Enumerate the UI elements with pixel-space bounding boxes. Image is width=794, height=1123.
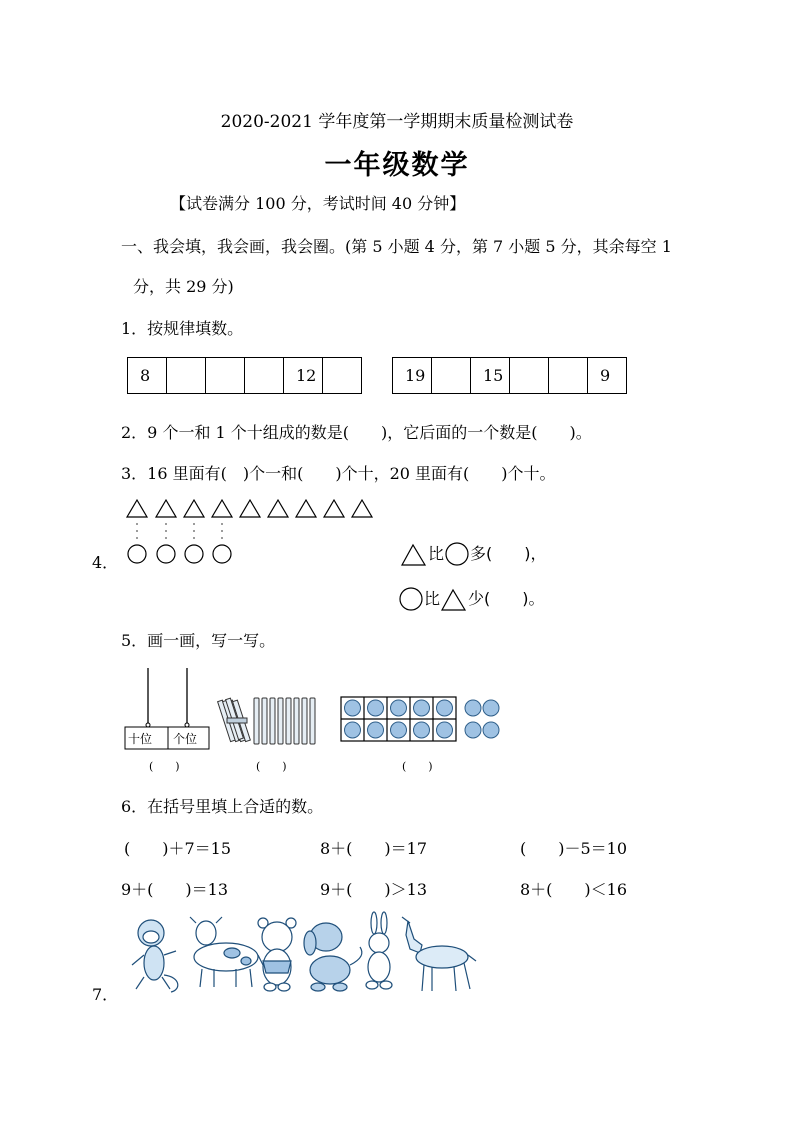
- equation[interactable]: ( )＋7＝15: [124, 839, 232, 858]
- compare-word: 比: [428, 544, 445, 563]
- cow-icon: [190, 917, 266, 987]
- animals-figure: [126, 915, 476, 995]
- seq-a-cell[interactable]: 8: [128, 358, 167, 394]
- loose-sticks: [254, 698, 315, 744]
- seq-b-cell[interactable]: [549, 358, 588, 394]
- triangle-icon: [352, 500, 372, 517]
- seq-b-cell[interactable]: 9: [588, 358, 627, 394]
- equation[interactable]: 9＋( )＝13: [121, 880, 229, 899]
- section-heading-line1: 一、我会填，我会画，我会圈。(第 5 小题 4 分，第 7 小题 5 分，其余每空 1: [121, 237, 672, 256]
- q4-shapes: [120, 495, 380, 570]
- circle-icon: [398, 587, 424, 613]
- equation[interactable]: 9＋( )＞13: [320, 880, 428, 899]
- triangle-icon: [268, 500, 288, 517]
- abacus-tens-label: 十位: [128, 732, 153, 746]
- equation[interactable]: ( )－5＝10: [520, 839, 628, 858]
- triangle-row: [127, 500, 372, 517]
- exam-title: 2020-2021 学年度第一学期期末质量检测试卷: [220, 112, 574, 132]
- seq-a-cell[interactable]: 12: [284, 358, 323, 394]
- circle-icon: [185, 545, 203, 563]
- donkey-icon: [402, 917, 476, 991]
- triangle-icon: [156, 500, 176, 517]
- q1-label: 1．按规律填数。: [121, 319, 244, 338]
- triangle-icon: [440, 588, 468, 612]
- circle-icon: [128, 545, 146, 563]
- triangle-icon: [400, 543, 428, 567]
- q5-blank-2[interactable]: ( ): [256, 760, 287, 773]
- stick-bundle-icon: [218, 698, 251, 741]
- sticks-figure: [220, 694, 320, 750]
- compare-word: 比: [424, 589, 441, 608]
- q4-label: 4．: [92, 553, 119, 572]
- abacus-ones-label: 个位: [173, 732, 198, 746]
- sequence-box-a: [127, 357, 362, 394]
- sequence-box-b: [392, 357, 627, 394]
- seq-b-cell[interactable]: 19: [393, 358, 432, 394]
- circle-icon: [157, 545, 175, 563]
- dog-icon: [304, 923, 362, 991]
- circle-icon: [444, 542, 470, 568]
- triangle-icon: [127, 500, 147, 517]
- seq-a-cell[interactable]: [245, 358, 284, 394]
- bear-icon: [258, 918, 296, 991]
- q5-blank-3[interactable]: ( ): [402, 760, 433, 773]
- q4-compare-2: [398, 586, 545, 612]
- seq-a-cell[interactable]: [167, 358, 206, 394]
- section-heading-line2: 分，共 29 分): [133, 277, 234, 296]
- rabbit-icon: [366, 912, 392, 989]
- exam-subtitle: 一年级数学: [324, 150, 470, 181]
- q2-text: 2．9 个一和 1 个十组成的数是( )，它后面的一个数是( )。: [121, 423, 592, 442]
- q7-label: 7．: [92, 985, 119, 1004]
- triangle-icon: [296, 500, 316, 517]
- seq-b-cell[interactable]: [510, 358, 549, 394]
- triangle-icon: [184, 500, 204, 517]
- circle-icon: [213, 545, 231, 563]
- compare-answer[interactable]: 少( )。: [468, 589, 545, 608]
- triangle-icon: [324, 500, 344, 517]
- dot-lines: [136, 523, 223, 539]
- circle-row: [128, 545, 231, 563]
- ten-frame-balls: [340, 695, 505, 745]
- triangle-icon: [240, 500, 260, 517]
- q3-text: 3．16 里面有( )个一和( )个十，20 里面有( )个十。: [121, 464, 556, 483]
- q4-compare-1: [400, 541, 547, 567]
- triangle-icon: [212, 500, 232, 517]
- equation[interactable]: 8＋( )＜16: [520, 880, 628, 899]
- q5-blank-1[interactable]: ( ): [149, 760, 180, 773]
- monkey-icon: [132, 920, 178, 992]
- seq-a-cell[interactable]: [206, 358, 245, 394]
- seq-b-cell[interactable]: [432, 358, 471, 394]
- equation[interactable]: 8＋( )＝17: [320, 839, 428, 858]
- exam-note: 【试卷满分 100 分，考试时间 40 分钟】: [170, 194, 466, 213]
- compare-answer[interactable]: 多( )，: [470, 544, 547, 563]
- seq-a-cell[interactable]: [323, 358, 362, 394]
- q5-label: 5．画一画，写一写。: [121, 631, 276, 650]
- q6-label: 6．在括号里填上合适的数。: [121, 797, 324, 816]
- seq-b-cell[interactable]: 15: [471, 358, 510, 394]
